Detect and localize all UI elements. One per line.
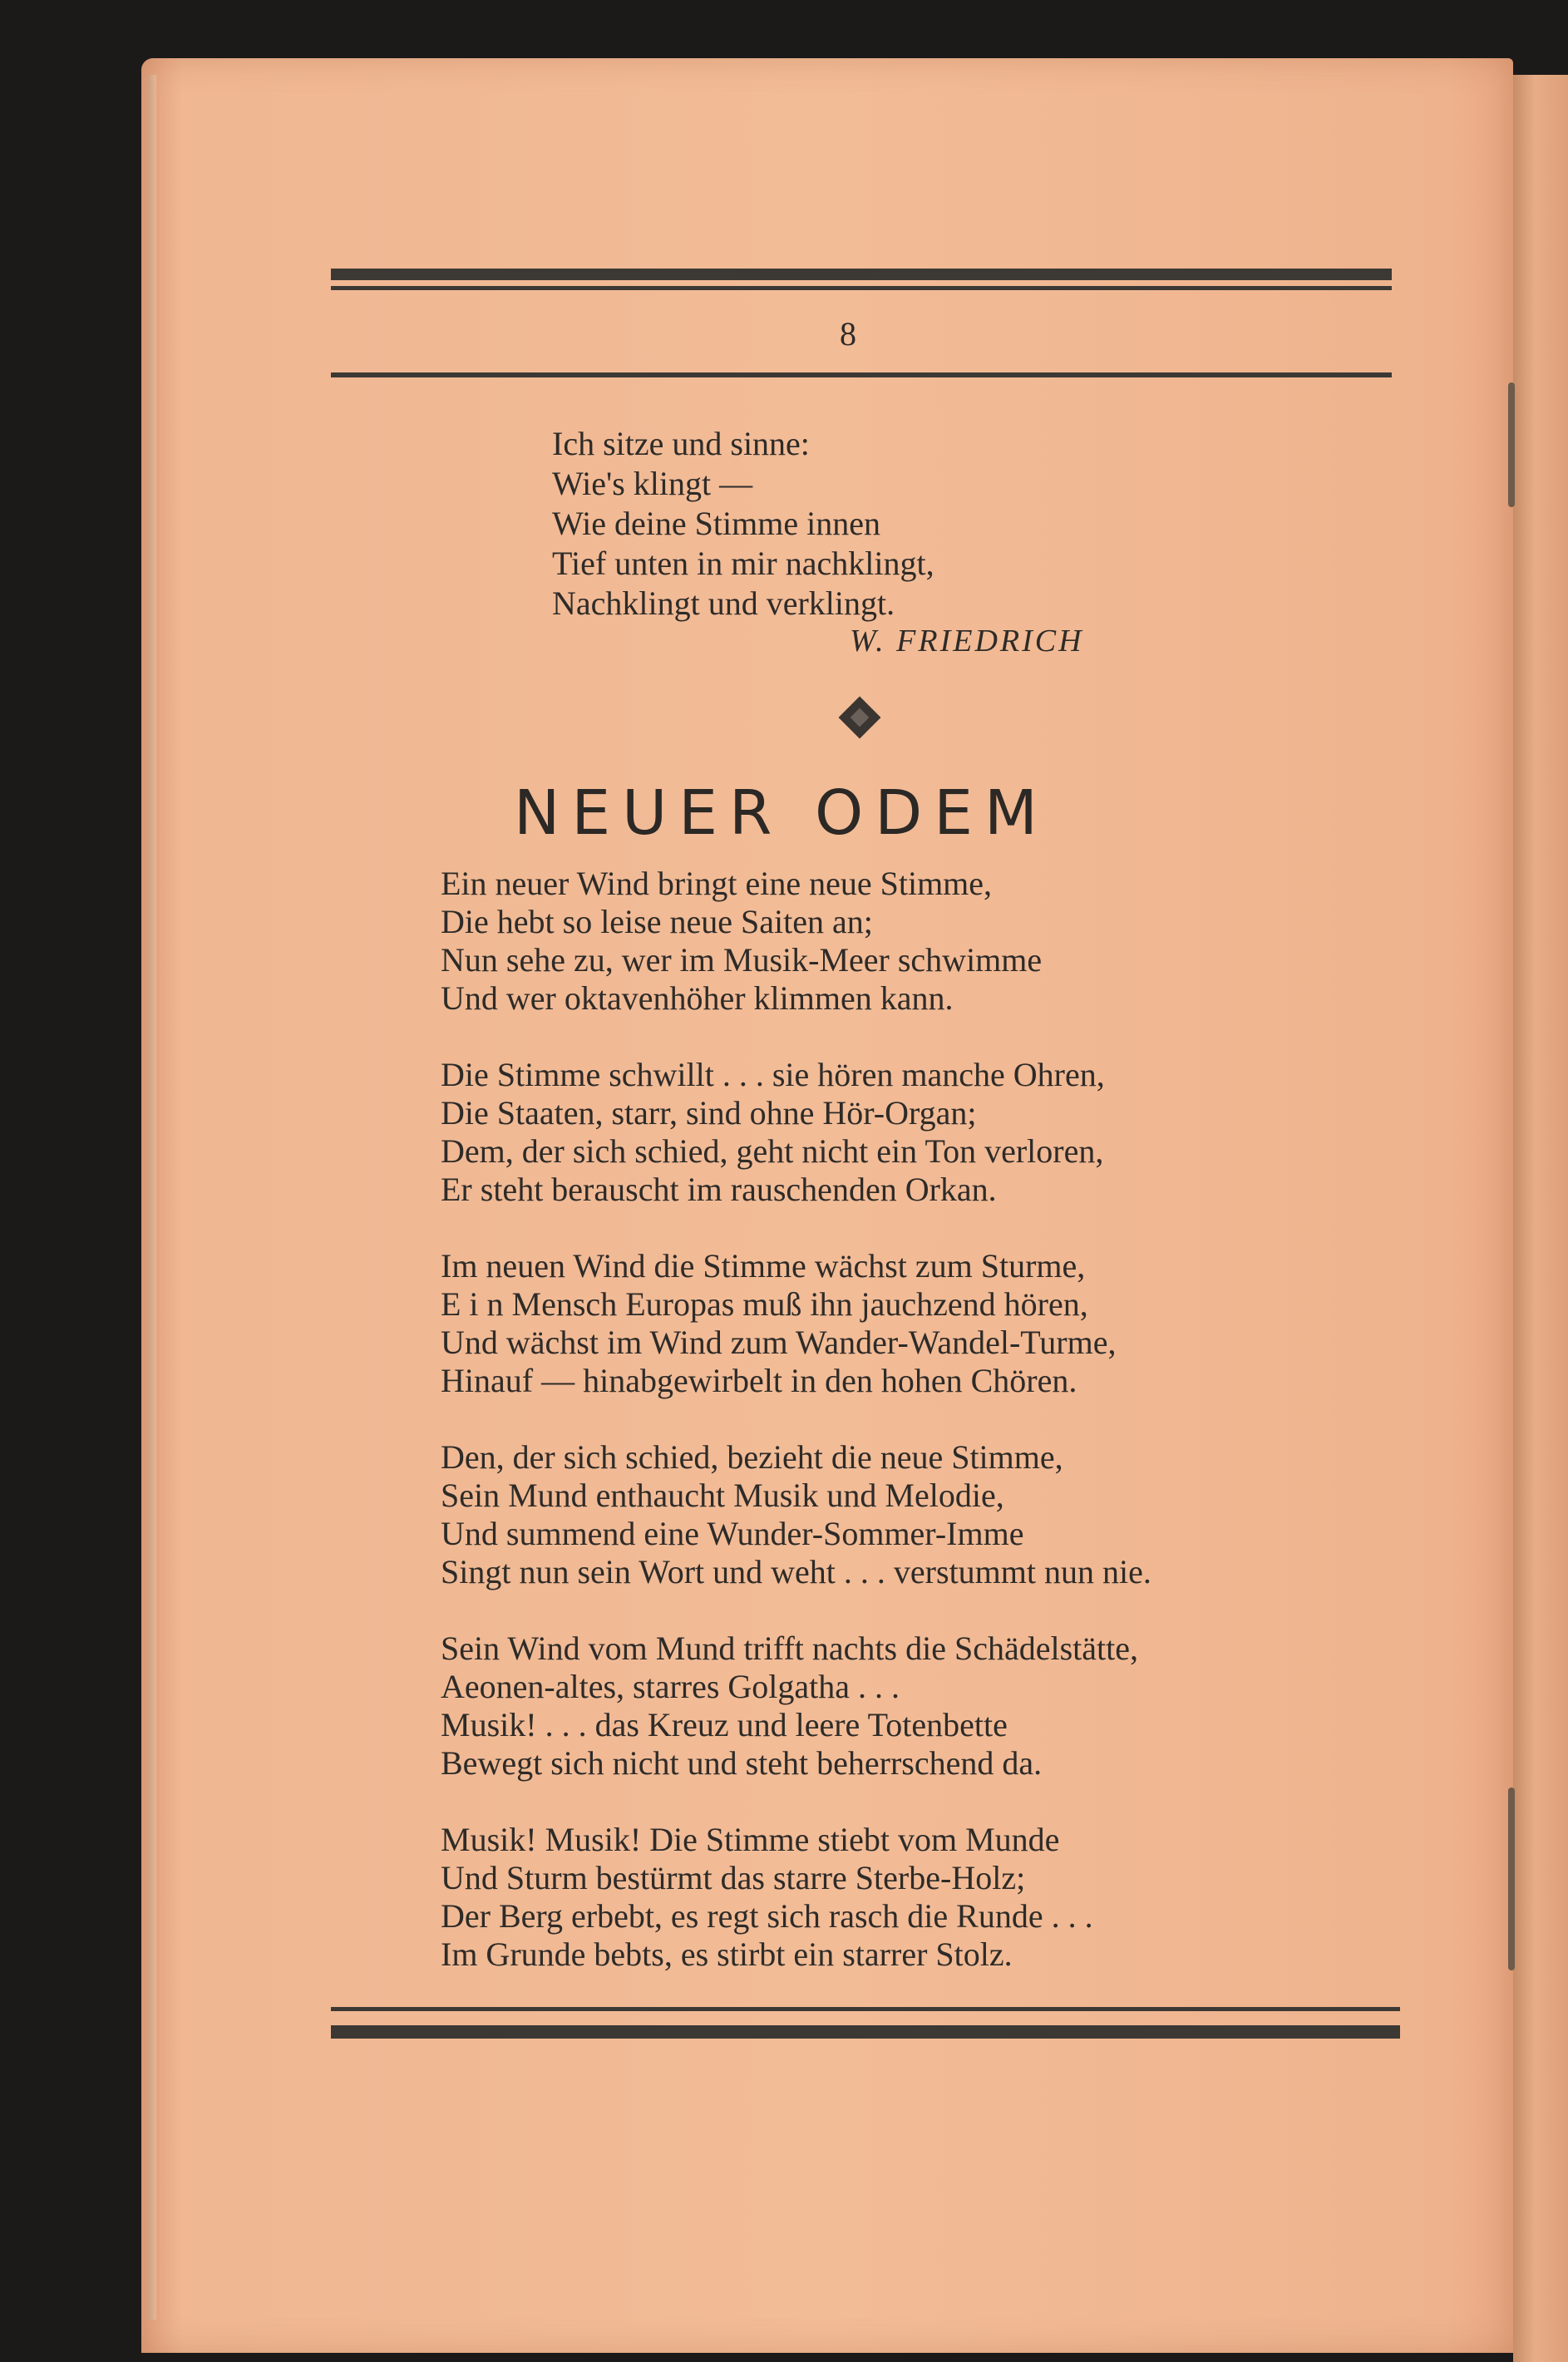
stanza [441,1438,1151,1591]
opening-poem [552,424,934,624]
poem-line: Bewegt sich nicht und steht beherrschend da. [441,1744,1043,1782]
poem-line: Die Stimme schwillt . . . sie hören manche Ohren, [441,1056,1105,1093]
stanza [441,1056,1151,1209]
stanza [441,1821,1151,1974]
poem-line: Hinauf — hinabgewirbelt in den hohen Chören. [441,1362,1077,1399]
header-rule-thin [331,286,1392,290]
header-rule-thick [331,269,1392,280]
binding-stitch [1508,1788,1515,1970]
poem-line: Aeonen-altes, starres Golgatha . . . [441,1668,900,1705]
stanza [441,1247,1151,1400]
poem-line: Der Berg erbebt, es regt sich rasch die Runde . . . [441,1897,1093,1935]
poem-line: Und Sturm bestürmt das starre Sterbe-Holz; [441,1859,1026,1896]
footer-rule-thin [331,2007,1400,2011]
poem-line: Wie's klingt — [552,465,753,502]
page-block-edge [148,75,156,2320]
poem-line: Im Grunde bebts, es stirbt ein starrer Stolz. [441,1935,1013,1973]
poem-line: Und wächst im Wind zum Wander-Wandel-Turme, [441,1324,1117,1361]
stanza [441,865,1151,1018]
poem-line: Musik! Musik! Die Stimme stiebt vom Munde [441,1821,1060,1858]
poem-line: Er steht berauscht im rauschenden Orkan. [441,1171,997,1208]
footer-rule-thick [331,2025,1400,2039]
poem-title: NEUER ODEM [514,777,1049,849]
poem-author: W. FRIEDRICH [850,624,1084,658]
poem-line: Und wer oktavenhöher klimmen kann. [441,979,954,1017]
header-rule-lower [331,372,1392,377]
poem-body [441,865,1151,2012]
poem-line: E i n Mensch Europas muß ihn jauchzend hören, [441,1285,1088,1323]
poem-line: Die Staaten, starr, sind ohne Hör-Organ; [441,1094,977,1132]
poem-line: Musik! . . . das Kreuz und leere Totenbette [441,1706,1008,1743]
binding-stitch [1508,382,1515,507]
poem-line: Dem, der sich schied, geht nicht ein Ton verloren, [441,1132,1104,1170]
poem-line: Nun sehe zu, wer im Musik-Meer schwimme [441,941,1043,979]
stanza [441,1630,1151,1783]
poem-line: Und summend eine Wunder-Sommer-Imme [441,1515,1024,1552]
page-number: 8 [840,315,856,353]
poem-line: Ich sitze und sinne: [552,425,810,462]
poem-line: Singt nun sein Wort und weht . . . verstummt nun nie. [441,1553,1151,1590]
poem-line: Tief unten in mir nachklingt, [552,545,934,582]
poem-line: Sein Mund enthaucht Musik und Melodie, [441,1477,1004,1514]
poem-line: Wie deine Stimme innen [552,505,880,542]
poem-line: Sein Wind vom Mund trifft nachts die Schädelstätte, [441,1630,1139,1667]
poem-line: Ein neuer Wind bringt eine neue Stimme, [441,865,993,902]
poem-line: Den, der sich schied, bezieht die neue Stimme, [441,1438,1063,1476]
poem-line: Nachklingt und verklingt. [552,584,895,622]
facing-page-edge [1513,75,1568,2362]
poem-line: Die hebt so leise neue Saiten an; [441,903,873,940]
poem-line: Im neuen Wind die Stimme wächst zum Sturme, [441,1247,1086,1285]
